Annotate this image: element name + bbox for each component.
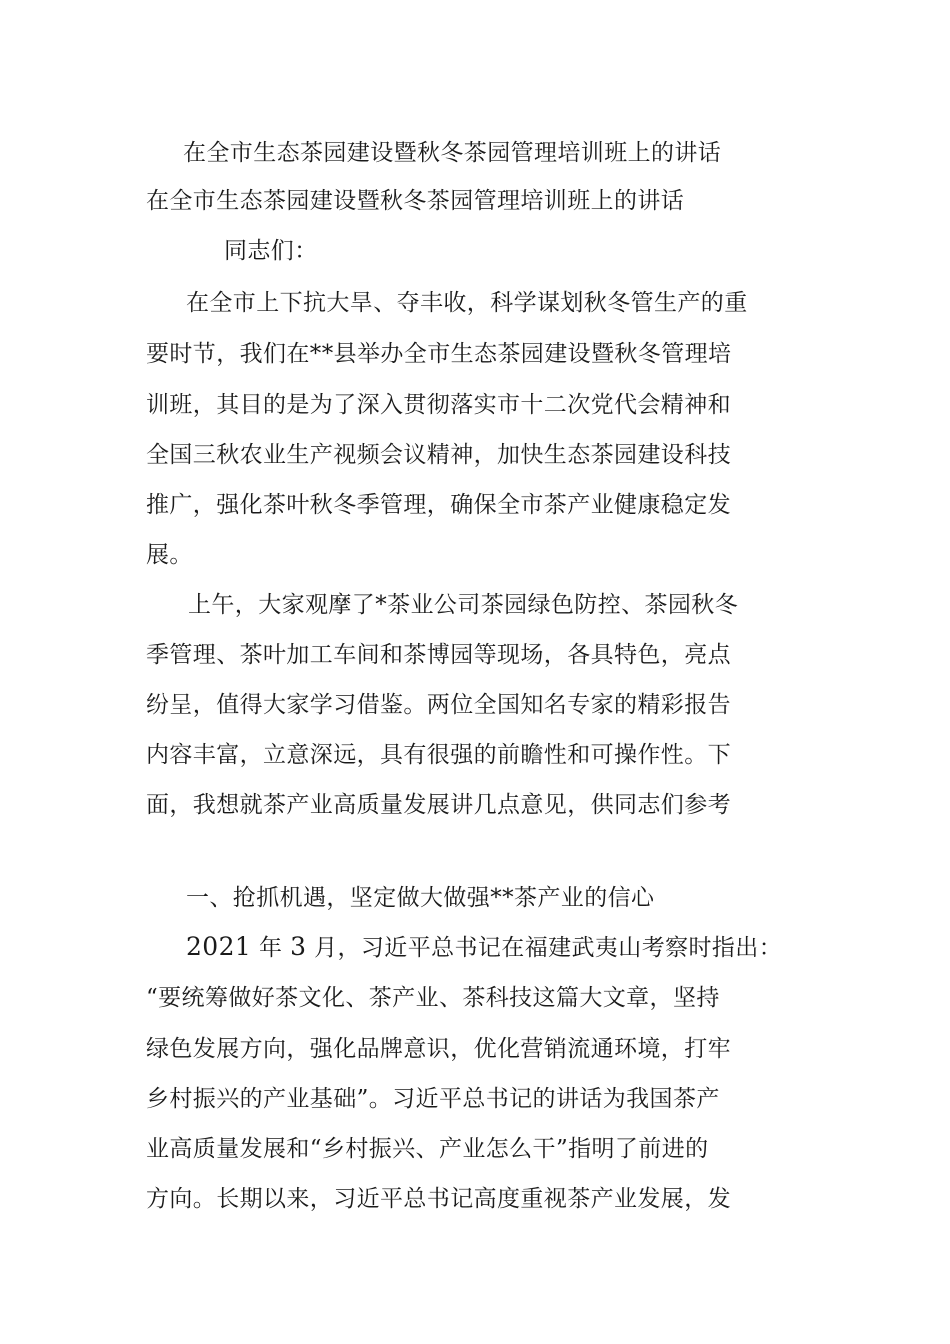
paragraph-3-line: 绿色发展方向，强化品牌意识，优化营销流通环境，打牢: [146, 1036, 731, 1062]
paragraph-2-line: 上午，大家观摩了*茶业公司茶园绿色防控、茶园秋冬: [188, 592, 739, 618]
paragraph-2-line: 季管理、茶叶加工车间和茶博园等现场，各具特色，亮点: [146, 642, 731, 668]
paragraph-3-line: 乡村振兴的产业基础”。习近平总书记的讲话为我国茶产: [146, 1086, 720, 1112]
paragraph-1-line: 展。: [146, 542, 193, 568]
document-title-repeat: 在全市生态茶园建设暨秋冬茶园管理培训班上的讲话: [146, 188, 685, 214]
paragraph-3-line: 方向。长期以来，习近平总书记高度重视茶产业发展，发: [146, 1186, 731, 1212]
salutation: 同志们：: [224, 238, 318, 264]
paragraph-1-line: 推广，强化茶叶秋冬季管理，确保全市茶产业健康稳定发: [146, 492, 731, 518]
paragraph-3-line: “要统筹做好茶文化、茶产业、茶科技这篇大文章，坚持: [146, 985, 720, 1011]
paragraph-2-line: 内容丰富，立意深远，具有很强的前瞻性和可操作性。下: [146, 742, 731, 768]
paragraph-1-line: 训班，其目的是为了深入贯彻落实市十二次党代会精神和: [146, 392, 731, 418]
paragraph-1-line: 全国三秋农业生产视频会议精神，加快生态茶园建设科技: [146, 442, 731, 468]
document-title: 在全市生态茶园建设暨秋冬茶园管理培训班上的讲话: [183, 140, 722, 166]
section-heading: 一、抢抓机遇，坚定做大做强**茶产业的信心: [186, 885, 655, 911]
paragraph-3-line: 业高质量发展和“乡村振兴、产业怎么干”指明了前进的: [146, 1136, 709, 1162]
paragraph-2-line: 面，我想就茶产业高质量发展讲几点意见，供同志们参考: [146, 792, 731, 818]
paragraph-2-line: 纷呈，值得大家学习借鉴。两位全国知名专家的精彩报告: [146, 692, 731, 718]
paragraph-3-first-line-rest: 月，习近平总书记在福建武夷山考察时指出：: [314, 935, 783, 961]
paragraph-1-line: 要时节，我们在**县举办全市生态茶园建设暨秋冬管理培: [146, 341, 732, 367]
paragraph-1-line: 在全市上下抗大旱、夺丰收，科学谋划秋冬管生产的重: [186, 290, 748, 316]
month-number: 3: [290, 932, 307, 961]
paragraph-3-line: [186, 932, 782, 963]
year-suffix: 年: [258, 935, 283, 961]
year-number: 2021: [186, 932, 252, 961]
